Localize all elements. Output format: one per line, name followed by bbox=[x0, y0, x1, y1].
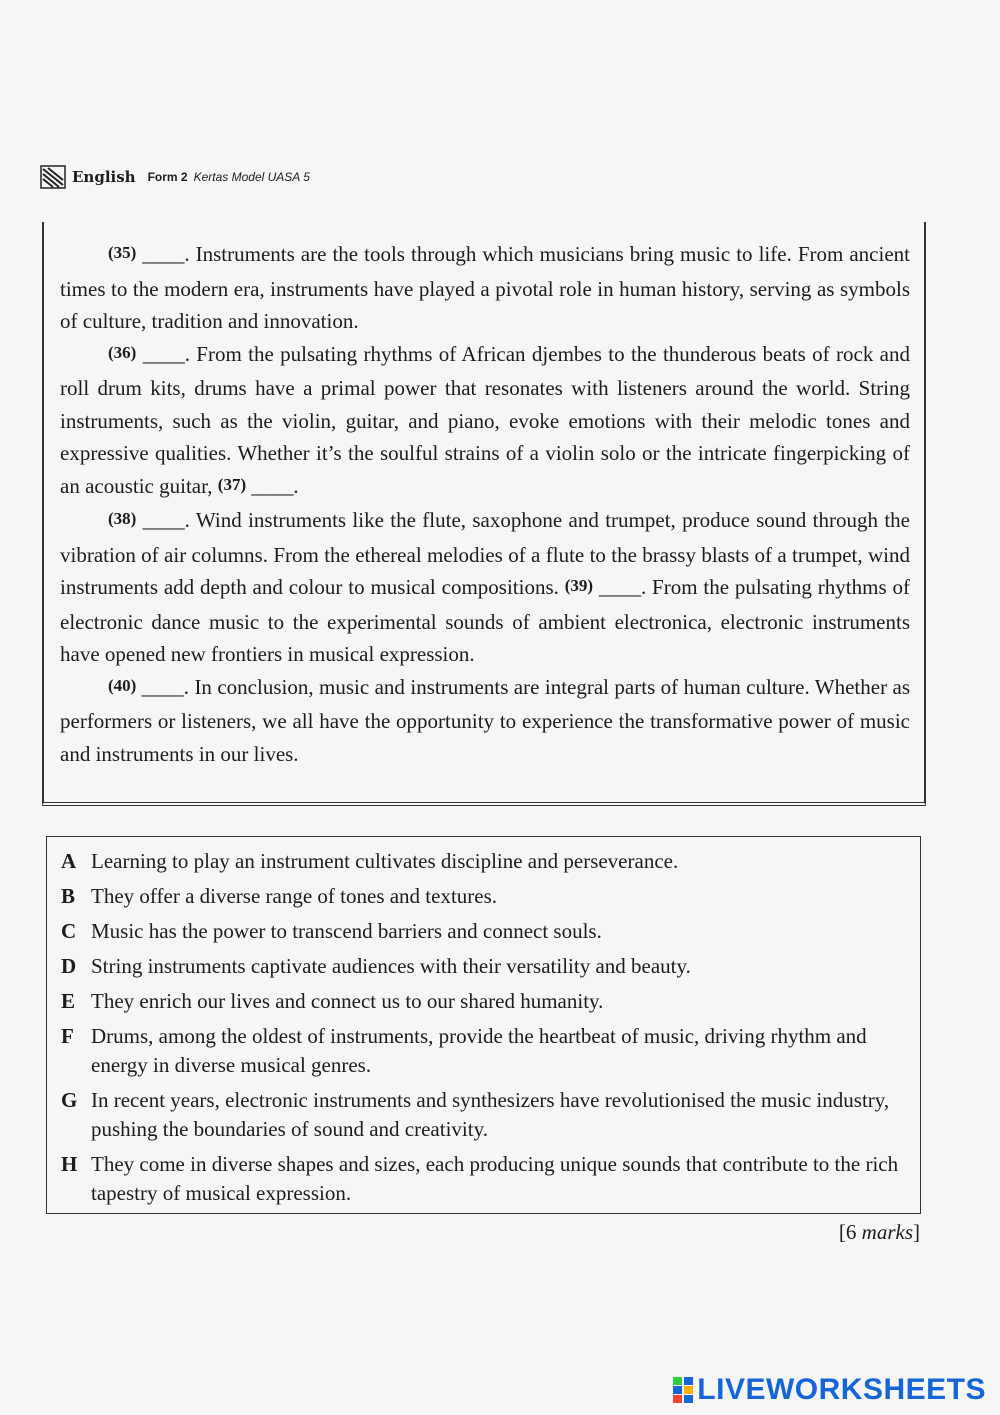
passage-paragraph bbox=[60, 671, 910, 771]
passage-paragraph bbox=[60, 338, 910, 505]
passage-text: ____. Instruments are the tools through which musicians bring music to life. From ancient times to the modern era, instruments have played a pivotal role in human history, serving as symbols of culture, tradition and innovation. bbox=[60, 242, 910, 333]
option-item bbox=[61, 917, 902, 946]
option-letter: D bbox=[61, 954, 77, 978]
watermark-text: LIVEWORKSHEETS bbox=[697, 1373, 986, 1406]
option-item bbox=[61, 952, 902, 981]
option-letter: B bbox=[61, 884, 76, 908]
answer-options-box bbox=[46, 836, 921, 1214]
option-item bbox=[61, 1022, 902, 1080]
passage-paragraph bbox=[60, 238, 910, 338]
question-number: (35) bbox=[108, 243, 137, 262]
liveworksheets-watermark bbox=[672, 1373, 986, 1407]
option-item bbox=[61, 987, 902, 1016]
question-number: (36) bbox=[108, 342, 137, 362]
subject-title: English bbox=[72, 168, 136, 186]
option-text: They offer a diverse range of tones and textures. bbox=[91, 884, 498, 908]
question-number: (40) bbox=[108, 675, 137, 695]
option-text: In recent years, electronic instruments and synthesizers have revolutionised the music industry, pushing the boundaries of sound and creativity. bbox=[91, 1088, 890, 1141]
publisher-logo-icon bbox=[40, 165, 66, 189]
option-text: Music has the power to transcend barriers and connect souls. bbox=[91, 919, 602, 943]
passage-paragraph bbox=[60, 504, 910, 671]
page-header bbox=[40, 160, 310, 194]
option-text: They enrich our lives and connect us to our shared humanity. bbox=[91, 989, 604, 1013]
passage-text: ____. Wind instruments like the flute, saxophone and trumpet, produce sound through the vibration of air columns. From the ethereal melodies of a flute to the brassy blasts of a trumpet, wind instruments add depth and colour to musical compositions. bbox=[60, 508, 910, 599]
marks-label: [6 marks] bbox=[838, 1220, 920, 1244]
option-letter: H bbox=[61, 1152, 78, 1176]
question-number: (38) bbox=[108, 509, 137, 528]
question-number: (39) bbox=[564, 576, 594, 595]
option-text: String instruments captivate audiences with their versatility and beauty. bbox=[91, 954, 691, 978]
question-number: (37) bbox=[217, 474, 247, 494]
passage-text: ____. From the pulsating rhythms of African djembes to the thunderous beats of rock and roll drum kits, drums have a primal power that resonates with listeners around the world. String instruments, such as the violin, guitar, and piano, evoke emotions with their melodic tones and expressive qualities. Whether it’s the soulful strains of a violin solo or the intricate fingerpicking of an acoustic guitar, bbox=[60, 341, 910, 498]
paper-title: Kertas Model UASA 5 bbox=[193, 170, 310, 184]
option-item bbox=[61, 1150, 902, 1208]
option-letter: C bbox=[61, 919, 77, 943]
passage-text: ____. In conclusion, music and instruments are integral parts of human culture. Whether as performers or listeners, we all have the opportunity to experience the transformative power of music and instruments in our lives. bbox=[60, 674, 910, 766]
passage-text: ____. From the pulsating rhythms of electronic dance music to the experimental sounds of ambient electronica, electronic instruments have opened new frontiers in musical expression. bbox=[60, 575, 910, 666]
option-text: Learning to play an instrument cultivates discipline and perseverance. bbox=[91, 849, 679, 873]
option-item bbox=[61, 1086, 902, 1144]
option-item bbox=[61, 847, 902, 876]
passage-text: ____. bbox=[246, 473, 299, 498]
option-text: Drums, among the oldest of instruments, provide the heartbeat of music, driving rhythm and energy in diverse musical genres. bbox=[91, 1024, 867, 1077]
option-item bbox=[61, 882, 902, 911]
option-letter: E bbox=[61, 989, 76, 1013]
option-text: They come in diverse shapes and sizes, each producing unique sounds that contribute to the rich tapestry of musical expression. bbox=[91, 1152, 899, 1205]
form-level: Form 2 bbox=[147, 170, 188, 184]
liveworksheets-logo-icon bbox=[672, 1376, 694, 1404]
reading-passage bbox=[42, 222, 926, 806]
option-letter: F bbox=[61, 1024, 74, 1048]
option-letter: G bbox=[61, 1088, 78, 1112]
option-letter: A bbox=[61, 849, 77, 873]
